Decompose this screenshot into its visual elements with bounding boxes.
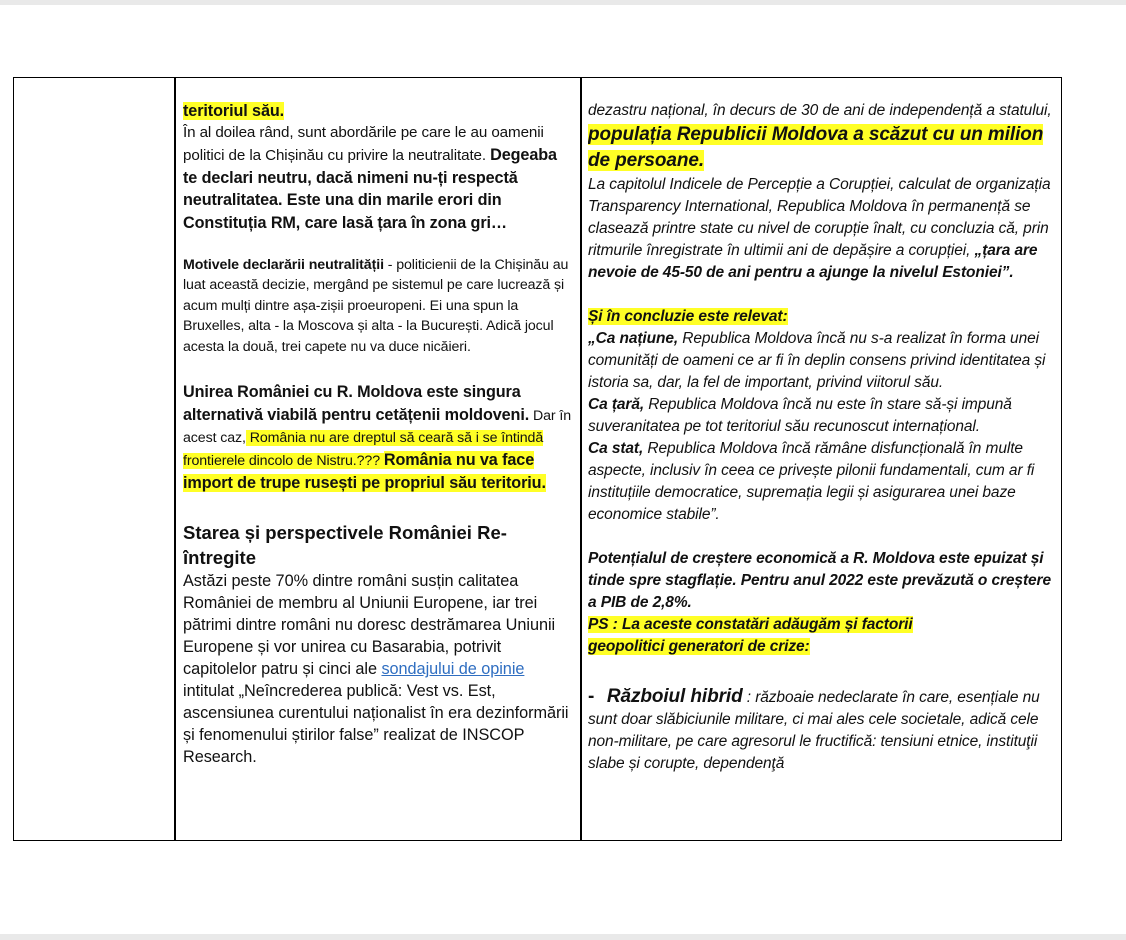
text: Astăzi peste 70% dintre români susțin calitatea României de membru al Uniunii Europene, iar trei pătrimi dintre români nu doresc destrămarea Uniunii Europene și vor unirea cu Basarabia, potrivit capitolelor patru și cinci ale bbox=[183, 572, 556, 679]
bold-text: Degeaba te declari neutru, dacă nimeni nu-ți respectă neutralitatea. Este una din marile erori din Constituția RM, care lasă țara în zona gri… bbox=[183, 145, 557, 233]
bold-text: „țara are nevoie de 45-50 de ani pentru a ajunge la nivelul Estoniei”. bbox=[588, 242, 1038, 281]
paragraph bbox=[183, 122, 575, 235]
bold-text: Potențialul de creștere economică a R. Moldova este epuizat și tinde spre stagflație. Pentru anul 2022 este prevăzută o creștere a PIB de 2,8%. bbox=[588, 550, 1051, 611]
bold-text: Ca țară, bbox=[588, 396, 645, 413]
paragraph bbox=[588, 438, 1058, 526]
list-dash: - bbox=[588, 686, 595, 707]
top-band bbox=[0, 0, 1126, 5]
middle-column bbox=[183, 78, 575, 840]
paragraph bbox=[588, 686, 1058, 775]
paragraph bbox=[588, 394, 1058, 438]
bold-title: Războiul hibrid bbox=[606, 686, 743, 707]
text: În al doilea rând, sunt abordările pe care le au oamenii politici de la Chișinău cu privire la neutralitate. bbox=[183, 124, 544, 164]
paragraph bbox=[588, 174, 1058, 284]
section-heading: Starea și perspectivele României Re-întregite bbox=[183, 522, 507, 569]
bold-text: Ca stat, bbox=[588, 440, 644, 457]
highlighted-text: teritoriul său. bbox=[183, 102, 285, 120]
survey-link[interactable]: sondajului de opinie bbox=[381, 660, 525, 679]
text: : războaie nedeclarate în care, esențiale nu sunt doar slăbiciunile militare, ci mai ales cele societale, adică cele non-militare, pe care agresorul le fructifică: tensiuni etnice, instituţii slabe și corupte, dependenţă bbox=[588, 689, 1040, 772]
bottom-band bbox=[0, 934, 1126, 940]
paragraph bbox=[183, 570, 575, 768]
highlighted-bold-text: PS : La aceste constatări adăugăm și factorii geopolitici generatori de crize: bbox=[588, 616, 913, 655]
text: Dar în acest caz, bbox=[183, 408, 572, 447]
paragraph bbox=[183, 381, 575, 494]
highlighted-text: România nu are dreptul să ceară să i se întindă frontierele dincolo de Nistru.??? bbox=[183, 430, 544, 469]
paragraph bbox=[183, 255, 575, 358]
bold-text: „Ca națiune, bbox=[588, 330, 679, 347]
paragraph bbox=[588, 548, 1058, 614]
column-divider bbox=[580, 78, 582, 840]
text: dezastru național, în decurs de 30 de ani de independență a statului, bbox=[588, 102, 1052, 119]
paragraph bbox=[588, 100, 1058, 174]
highlighted-bold-text: populația Republicii Moldova a scăzut cu un milion de persoane. bbox=[588, 124, 1044, 171]
text: intitulat „Neîncrederea publică: Vest vs. Est, ascensiunea curentului naționalist în era dezinformării și fenomenului știrilor false” realizat de INSCOP Research. bbox=[183, 682, 569, 767]
text: Republica Moldova încă rămâne disfuncțională în multe aspecte, inclusiv în ceea ce privește pilonii fundamentali, cum ar fi instituțiile democratice, supremația legii și asigurarea unei baze economice stabile”. bbox=[588, 440, 1035, 523]
bold-text: Unirea României cu R. Moldova este singura alternativă viabilă pentru cetățenii moldoveni. bbox=[183, 383, 530, 425]
paragraph bbox=[588, 328, 1058, 394]
highlighted-bold-text: România nu va face import de trupe rusești pe propriul său teritoriu. bbox=[183, 450, 546, 492]
column-divider bbox=[174, 78, 176, 840]
paragraph bbox=[183, 100, 575, 122]
document-table bbox=[13, 77, 1062, 841]
paragraph bbox=[588, 306, 1058, 328]
highlighted-bold-text: Și în concluzie este relevat: bbox=[588, 308, 788, 325]
paragraph bbox=[588, 614, 1058, 658]
text: Republica Moldova încă nu s-a realizat în forma unei comunități de oameni ce ar fi în deplin consens privind identitatea și istoria sa, dar, la fel de important, privind viitorul său. bbox=[588, 330, 1046, 391]
bold-text: Motivele declarării neutralității bbox=[183, 256, 384, 273]
text: La capitolul Indicele de Percepție a Corupției, calculat de organizația Transparency International, Republica Moldova în permanență se clasează printre state cu nivel de corupție înalt, cu concluzia că, prin ritmurile înregistrate în ultimii ani de depășire a corupției, bbox=[588, 176, 1051, 259]
text: - politicienii de la Chișinău au luat această decizie, mergând pe sistemul pe care lucrează și acum mulți dintre așa-zișii proeuropeni. Ei una spun la Bruxelles, alta - la Moscova și alta - la București. Adică jocul acesta la două, trei capete nu va duce nicăieri. bbox=[183, 256, 569, 355]
text: Republica Moldova încă nu este în stare să-și impună suveranitatea pe tot teritoriul său recunoscut internațional. bbox=[588, 396, 1012, 435]
right-column bbox=[588, 78, 1058, 840]
